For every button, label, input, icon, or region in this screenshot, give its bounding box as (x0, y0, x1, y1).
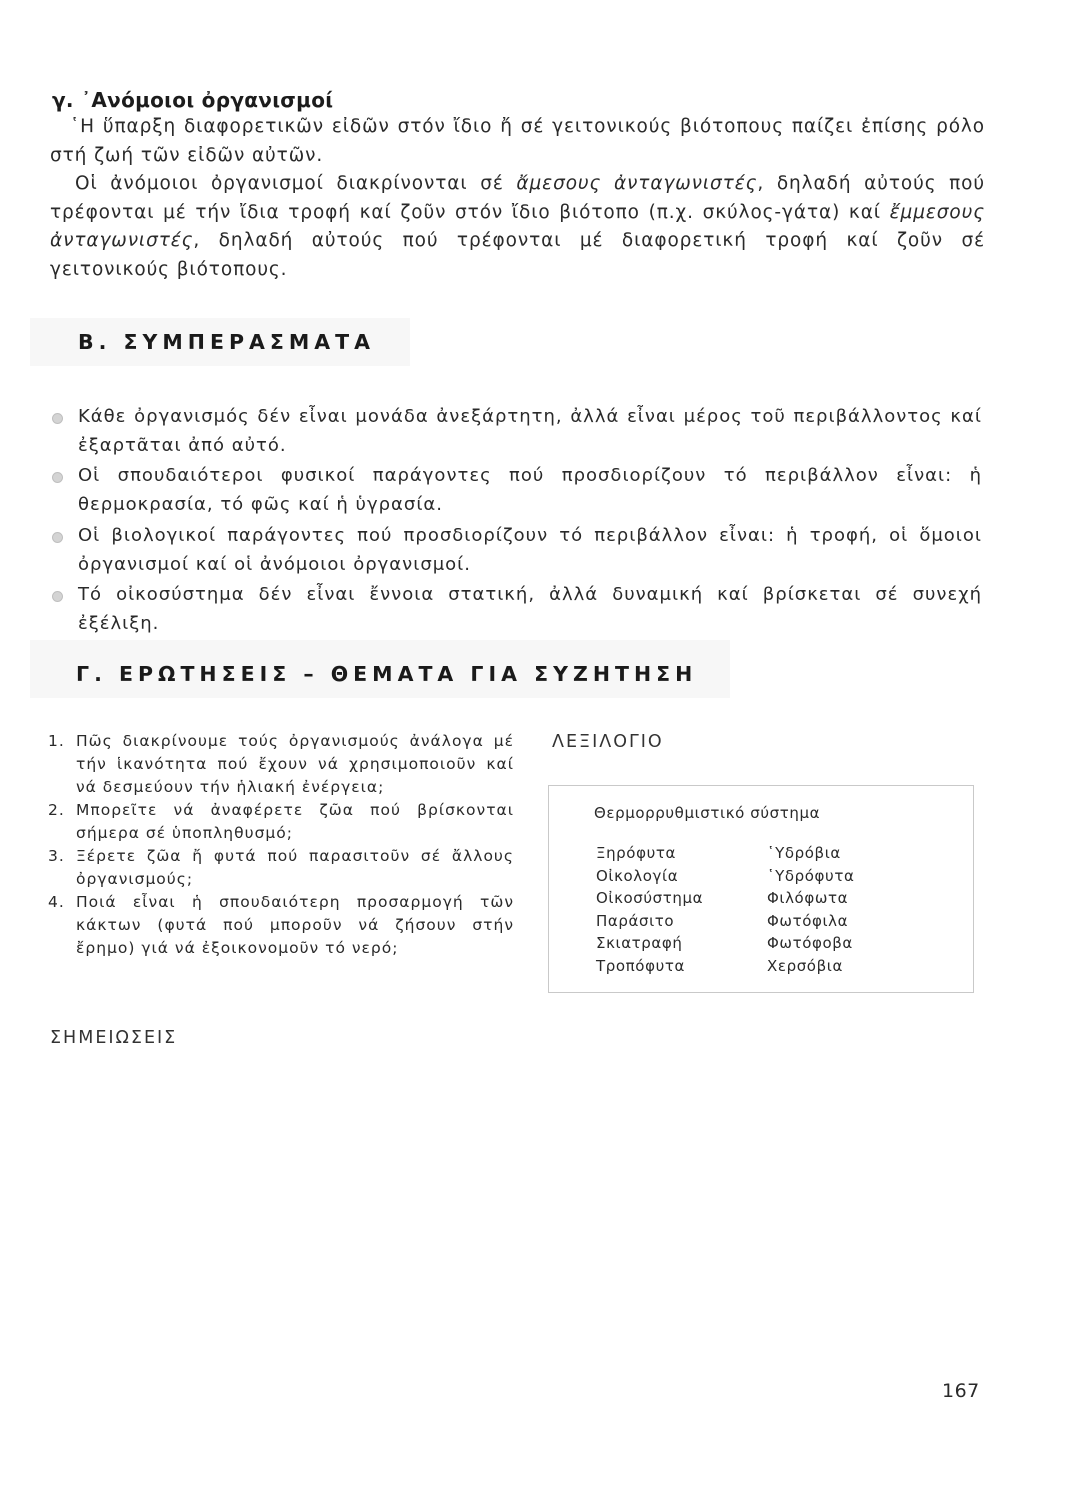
vocabulary-title: ΛΕΞΙΛΟΓΙΟ (552, 732, 664, 752)
conclusions-heading: Β. ΣΥΜΠΕΡΑΣΜΑΤΑ (78, 330, 375, 354)
conclusion-text: Κάθε ὀργανισμός δέν εἶναι μονάδα ἀνεξάρτητη, ἀλλά εἶναι μέρος τοῦ περιβάλλοντος καί ἐξαρτᾶται ἀπό αὐτό. (78, 406, 982, 456)
conclusion-text: Οἱ σπουδαιότεροι φυσικοί παράγοντες πού προσδιορίζουν τό περιβάλλον εἶναι: ἡ θερμοκρασία, τό φῶς καί ἡ ὑγρασία. (78, 465, 982, 516)
vocabulary-term: ῾Υδρόφυτα (767, 866, 855, 885)
vocabulary-term: Χερσόβια (767, 956, 843, 975)
question-text: Μπορεῖτε νά ἀναφέρετε ζῶα πού βρίσκονται σήμερα σέ ὑποπληθυσμό; (76, 801, 514, 842)
question-number: 4. (48, 893, 65, 911)
vocabulary-term: Ξηρόφυτα (596, 844, 676, 862)
question-item (48, 845, 514, 891)
notes-title: ΣΗΜΕΙΩΣΕΙΣ (50, 1028, 178, 1048)
question-item (48, 891, 514, 960)
vocabulary-term: Τροπόφυτα (596, 956, 685, 975)
questions-list (48, 730, 514, 960)
question-text: Πῶς διακρίνουμε τούς ὀργανισμούς ἀνάλογα μέ τήν ἱκανότητα πού ἔχουν νά χρησιμοποιοῦν καί νά δεσμεύουν τήν ἡλιακή ἐνέργεια; (76, 732, 514, 796)
bullet-icon (52, 413, 63, 424)
list-item (52, 522, 982, 579)
vocabulary-term: ῾Υδρόβια (767, 844, 841, 862)
bullet-icon (52, 472, 63, 483)
vocabulary-term: Οἰκοσύστημα (596, 889, 704, 907)
question-text: Ποιά εἶναι ἡ σπουδαιότερη προσαρμογή τῶν κάκτων (φυτά πού μποροῦν νά ζήσουν στήν ἔρημο) γιά νά ἐξοικονομοῦν τό νερό; (76, 893, 514, 957)
vocabulary-column-2 (767, 842, 854, 977)
bullet-icon (52, 532, 63, 543)
term-indirect-competitors: ἔμμεσους ἀνταγωνιστές (50, 201, 985, 251)
question-number: 2. (48, 801, 65, 819)
conclusion-text: Οἱ βιολογικοί παράγοντες πού προσδιορίζουν τό περιβάλλον εἶναι: ἡ τροφή, οἱ ὅμοιοι ὀργανισμοί καί οἱ ἀνόμοιοι ὀργανισμοί. (78, 524, 982, 575)
paragraph-text: , δηλαδή αὐτούς πού τρέφονται μέ διαφορετική τροφή καί ζοῦν σέ γειτονικούς βιότοπους. (50, 230, 985, 280)
vocabulary-term: Φωτόφοβα (767, 934, 853, 952)
vocabulary-term: Φιλόφωτα (767, 889, 849, 907)
question-text: Ξέρετε ζῶα ἤ φυτά πού παρασιτοῦν σέ ἄλλους ὀργανισμούς; (76, 847, 514, 888)
conclusions-list (52, 403, 982, 641)
subsection-paragraph-1: ῾Η ὕπαρξη διαφορετικῶν εἰδῶν στόν ἴδιο ἤ σέ γειτονικούς βιότοπους παίζει ἐπίσης ρόλο στή ζωή τῶν εἰδῶν αὐτῶν. (50, 116, 985, 166)
vocabulary-term: Οἰκολογία (596, 866, 679, 885)
question-item (48, 799, 514, 845)
subsection-title: γ. ᾿Ανόμοιοι ὀργανισμοί (52, 88, 334, 112)
question-number: 3. (48, 847, 65, 865)
question-item (48, 730, 514, 799)
question-number: 1. (48, 732, 65, 750)
list-item (52, 462, 982, 519)
vocabulary-term: Σκιατραφή (596, 934, 683, 952)
vocabulary-box-title: Θερμορρυθμιστικό σύστημα (594, 804, 821, 822)
subsection-paragraph-2 (50, 170, 985, 284)
paragraph-text: Οἱ ἀνόμοιοι ὀργανισμοί διακρίνονται σέ (75, 173, 517, 194)
list-item (52, 403, 982, 460)
list-item (52, 581, 982, 638)
vocabulary-column-1 (596, 842, 703, 977)
paragraph-text: , δηλαδή αὐτούς πού τρέφονται μέ τήν ἴδια τροφή καί ζοῦν στόν ἴδιο βιότοπο (π.χ. σκύλος-γάτα) καί (50, 173, 985, 223)
vocabulary-box (548, 785, 974, 993)
conclusion-text: Τό οἰκοσύστημα δέν εἶναι ἔννοια στατική, ἀλλά δυναμική καί βρίσκεται σέ συνεχή ἐξέλιξη. (78, 584, 982, 634)
vocabulary-term: Παράσιτο (596, 911, 675, 930)
page-number: 167 (942, 1380, 980, 1402)
bullet-icon (52, 591, 63, 602)
vocabulary-term: Φωτόφιλα (767, 911, 849, 930)
questions-heading: Γ. ΕΡΩΤΗΣΕΙΣ – ΘΕΜΑΤΑ ΓΙΑ ΣΥΖΗΤΗΣΗ (76, 662, 698, 686)
term-direct-competitors: ἄμεσους ἀνταγωνιστές (516, 173, 758, 194)
